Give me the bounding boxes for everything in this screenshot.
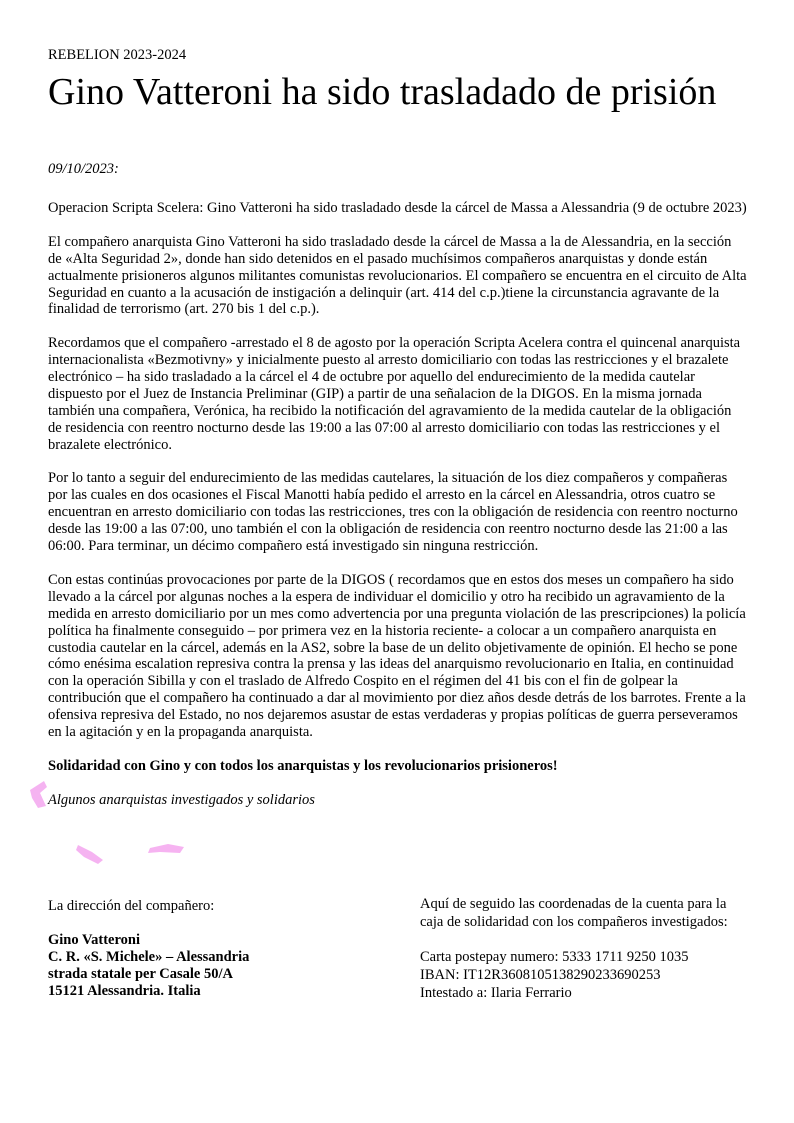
bank-intro: Aquí de seguido las coordenadas de la cuenta para la caja de solidaridad con los compañeros investigados: [420,896,728,930]
bank-line: IBAN: IT12R3608105138290233690253 [420,967,661,983]
postal-address [48,932,368,1000]
body-paragraph: El compañero anarquista Gino Vatteroni ha sido trasladado desde la cárcel de Massa a la de Alessandria, en la sección de «Alta Seguridad 2», donde han sido detenidos en el pasado muchísimos compañeros anarquistas y donde están actualmente prisioneros algunos militantes comunistas revolucionarios. El compañero se encuentra en el circuito de Alta Seguridad en cuanto a la acusación de instigación a delinquir (art. 414 del c.p.)tiene la circunstancia agravante de la finalidad de terrorismo (art. 270 bis 1 del c.p.). [48,233,747,318]
prisoner-address-block [48,898,368,1000]
solidarity-statement: Solidaridad con Gino y con todos los anarquistas y los revolucionarios prisioneros! [48,757,558,774]
body-paragraph: Recordamos que el compañero -arrestado el 8 de agosto por la operación Scripta Acelera contra el quincenal anarquista internacionalista «Bezmotivny» y inicialmente puesto al arresto domiciliario con todas las restricciones y el brazalete electrónico – ha sido trasladado a la cárcel el 4 de octubre por aquello del endurecimiento de la medida cautelar dispuesto por el Juez de Instancia Preliminar (GIP) a partir de una señalacion de la DIGOS. En la misma jornada también una compañera, Verónica, ha recibido la notificación del agravamiento de la medida cautelar de la obligación de residencia con reentro nocturno desde las 19:00 a las 07:00 al arresto domiciliario con todas las restricciones y el brazalete electrónico. [48,335,741,453]
article-body [48,200,748,825]
publish-date: 09/10/2023: [48,161,119,177]
address-line: 15121 Alessandria. Italia [48,983,201,999]
bank-details [420,948,750,1002]
page-title: Gino Vatteroni ha sido trasladado de prisión [48,71,717,113]
body-paragraph: Con estas continúas provocaciones por parte de la DIGOS ( recordamos que en estos dos meses un compañero ha sido llevado a la cárcel por algunas noches a la espera de individuar el domicilio y otro ha recibido un agravamiento de la medida en arresto domiciliario por un mes como advertencia por una pregunta violación de las prescripciones) la policía política ha finalmente conseguido – por primera vez en la historia reciente- a colocar a un compañero anarquista en custodia cautelar en la cárcel, además en la AS2, sobre la base de un delito objetivamente de opinión. El hecho se pone cómo enésima escalation represiva contra la prensa y las ideas del anarquismo revolucionario en Italia, en continuidad con la operación Sibilla y con el traslado de Alfredo Cospito en el régimen del 41 bis con el fin de golpear la contribución que el compañero ha continuado a dar al movimiento por diez años desde detrás de los barrotes. Frente a la ofensiva represiva del Estado, no nos dejaremos asustar de estas verdaderas y propias políticas de guerra perseveramos en la agitación y en la propaganda anarquista. [48,571,746,741]
lead-paragraph: Operacion Scripta Scelera: Gino Vatteroni ha sido trasladado desde la cárcel de Massa a Alessandria (9 de octubre 2023) [48,200,747,216]
signature: Algunos anarquistas investigados y solidarios [48,791,315,808]
body-paragraph: Por lo tanto a seguir del endurecimiento de las medidas cautelares, la situación de los diez compañeros y compañeras por las cuales en dos ocasiones el Fiscal Manotti había pedido el arresto en la cárcel en Alessandria, otros cuatro se encuentran en arresto domiciliario con todas las restricciones, tres con la obligación de residencia con reentro nocturno desde las 19:00 a las 07:00, uno también el con la obligación de residencia con reentro nocturno desde las 21:00 a las 06:00. Para terminar, un décimo compañero está investigado sin ninguna restricción. [48,470,738,555]
bank-line: Carta postepay numero: 5333 1711 9250 1035 [420,949,689,965]
address-line: Gino Vatteroni [48,932,140,948]
address-line: C. R. «S. Michele» – Alessandria [48,949,250,965]
address-intro: La dirección del compañero: [48,898,215,914]
address-line: strada statale per Casale 50/A [48,966,233,982]
bank-line: Intestado a: Ilaria Ferrario [420,985,572,1001]
section-kicker: REBELION 2023-2024 [48,47,187,63]
solidarity-fund-block [420,895,750,1002]
